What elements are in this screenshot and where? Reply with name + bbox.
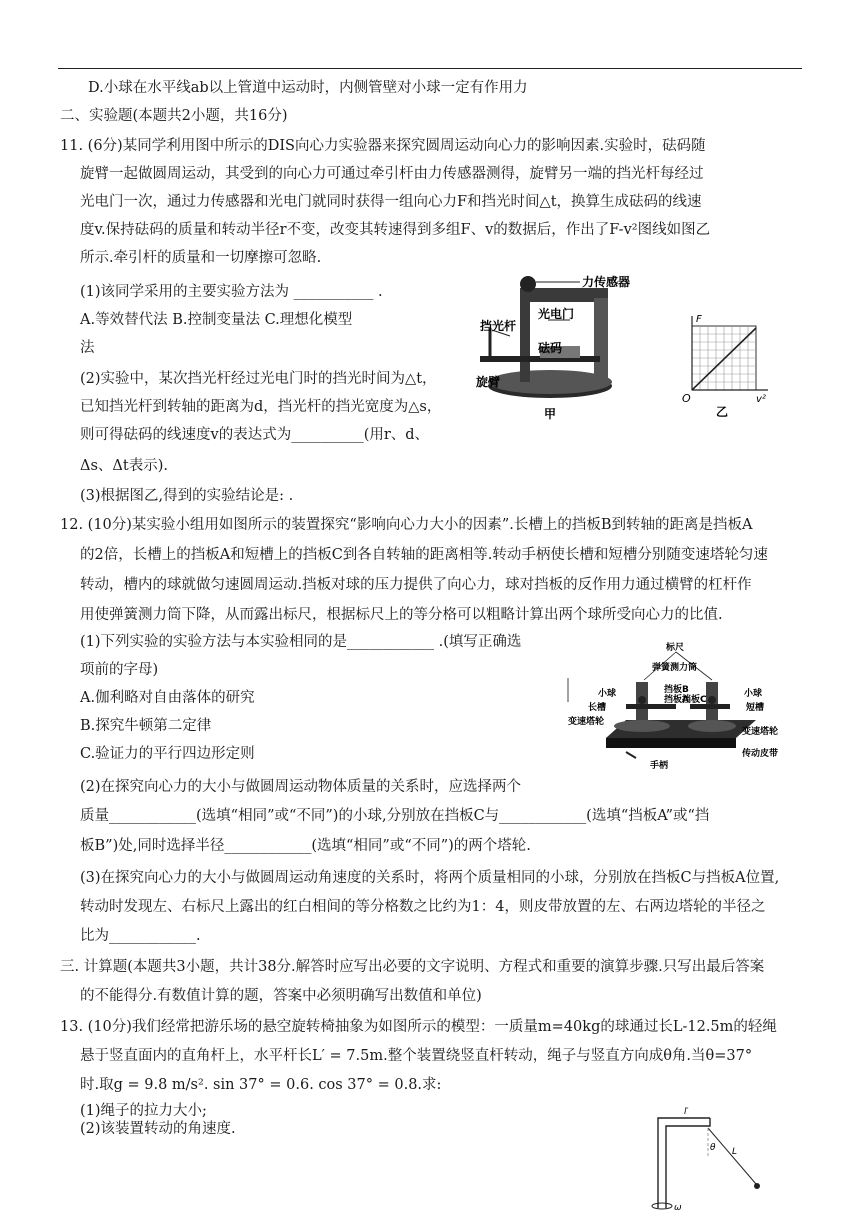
label-long-groove: 长槽 [588, 703, 607, 713]
l-rod-inner [666, 1118, 710, 1208]
label-plate-a: 挡板A [664, 695, 689, 705]
q12-line-3: 转动，槽内的球就做匀速圆周运动.挡板对球的压力提供了向心力，球对挡板的反作用力通过横臂的杠杆作 [80, 577, 752, 593]
ball-left [638, 696, 646, 704]
section-3-heading-2: 的不能得分.有数值计算的题，答案中必须明确写出数值和单位) [80, 988, 482, 1004]
q12-sub-3a: (3)在探究向心力的大小与做圆周运动角速度的关系时，将两个质量相同的小球，分别放在挡板C与挡板A位置, [80, 870, 780, 886]
q13-sub-1: (1)绳子的拉力大小; [80, 1103, 207, 1119]
q12-sub-1b: 项前的字母) [80, 662, 159, 678]
label-weight: 砝码 [538, 341, 563, 355]
option-d-line: D.小球在水平线ab以上管道中运动时，内侧管壁对小球一定有作用力 [88, 80, 528, 96]
q12-line-4: 用使弹簧测力筒下降，从而露出标尺，根据标尺上的等分格可以粗略计算出两个球所受向心力的比值. [80, 607, 723, 623]
header-rule [58, 68, 802, 69]
label-yi: 乙 [716, 405, 729, 419]
q12-option-c: C.验证力的平行四边形定则 [80, 746, 255, 762]
q11-sub-2d: Δs、Δt表示). [80, 458, 168, 474]
q12-sub-1a: (1)下列实验的实验方法与本实验相同的是____________ .(填写正确选 [80, 634, 522, 650]
label-ball-right: 小球 [744, 689, 763, 699]
q11-options: A.等效替代法 B.控制变量法 C.理想化模型 [80, 312, 353, 328]
q12-line-2: 的2倍，长槽上的挡板A和短槽上的挡板C到各自转轴的距离相等.转动手柄使长槽和短槽分别随变速塔轮匀速 [80, 547, 768, 563]
figure-dis-apparatus [470, 268, 770, 428]
q11-line-3: 光电门一次，通过力传感器和光电门就同时获得一组向心力F和挡光时间△t，换算生成砝码的线速 [80, 194, 702, 210]
label-pulley-right: 变速塔轮 [742, 727, 779, 737]
label-jia: 甲 [544, 407, 557, 421]
q13-line-2: 悬于竖直面内的直角杆上，水平杆长L′ = 7.5m.整个装置绕竖直杆转动，绳子与竖直方向成θ角.当θ=37° [80, 1048, 753, 1064]
q11-line-1: 11. (6分)某同学利用图中所示的DIS向心力实验器来探究圆周运动向心力的影响因素.实验时，砝码随 [60, 138, 706, 154]
label-force-sensor: 力传感器 [582, 275, 631, 289]
q12-option-a: A.伽利略对自由落体的研究 [80, 690, 255, 706]
q13-sub-2: (2)该装置转动的角速度. [80, 1121, 236, 1137]
base-front [606, 738, 736, 748]
label-l-prime: l′ [684, 1107, 689, 1117]
left-pulley [614, 720, 670, 732]
section-3-heading: 三. 计算题(本题共3小题，共计38分.解答时应写出必要的文字说明、方程式和重要的演算步骤.只写出最后答案 [60, 959, 765, 975]
q11-line-5: 所示.牵引杆的质量和一切摩擦可忽略. [80, 250, 322, 266]
q11-sub-3: (3)根据图乙,得到的实验结论是: . [80, 488, 294, 504]
q11-sub-2a: (2)实验中，某次挡光杆经过光电门时的挡光时间为△t， [80, 371, 437, 387]
q12-sub-2a: (2)在探究向心力的大小与做圆周运动物体质量的关系时，应选择两个 [80, 779, 522, 795]
label-light-rod: 挡光杆 [480, 319, 517, 333]
label-crank: 手柄 [650, 761, 669, 771]
label-omega: ω [674, 1203, 682, 1212]
q12-sub-2c: 板B”)处,同时选择半径____________(选填“相同”或“不同”)的两个塔轮. [80, 838, 531, 854]
frame-right [594, 298, 608, 378]
label-theta: θ [710, 1143, 716, 1153]
q13-line-3: 时.取g = 9.8 m/s². sin 37° = 0.6. cos 37° = 0.8.求: [80, 1077, 442, 1093]
ball-right [708, 696, 716, 704]
q12-sub-2b: 质量____________(选填“相同”或“不同”)的小球,分别放在挡板C与____________(选填“挡板A”或“挡 [80, 808, 710, 824]
q11-sub-2c: 则可得砝码的线速度v的表达式为__________(用r、d、 [80, 427, 430, 443]
q11-sub-1: (1)该同学采用的主要实验方法为 ___________ . [80, 284, 383, 300]
axis-label-f: F [696, 314, 702, 325]
fv2-graph [682, 314, 768, 419]
label-short-groove: 短槽 [746, 703, 765, 713]
label-ball-left: 小球 [598, 689, 617, 699]
q13-line-1: 13. (10分)我们经常把游乐场的悬空旋转椅抽象为如图所示的模型：一质量m=40kg的球通过长L-12.5m的轻绳 [60, 1019, 777, 1035]
label-photogate: 光电门 [538, 307, 575, 321]
label-l: L [732, 1147, 738, 1157]
right-pulley [688, 720, 736, 732]
label-plate-c: 挡板C [682, 695, 707, 705]
q12-sub-3b: 转动时发现左、右标尺上露出的红白相间的等分格数之比约为1：4，则皮带放置的左、右两边塔轮的半径之 [80, 899, 766, 915]
label-plate-b: 挡板B [664, 685, 689, 695]
crank [626, 752, 636, 758]
label-arm: 旋臂 [476, 375, 501, 389]
label-belt: 传动皮带 [742, 749, 779, 759]
figure-centripetal-apparatus [566, 640, 796, 772]
label-spring-tube: 弹簧测力筒 [652, 663, 698, 673]
origin-label: O [682, 392, 691, 405]
q11-options-wrap: 法 [80, 340, 95, 356]
rotation-arrow [652, 1203, 672, 1209]
q12-line-1: 12. (10分)某实验小组用如图所示的装置探究“影响向心力大小的因素”.长槽上的挡板B到转轴的距离是挡板A [60, 517, 753, 533]
frame-post [520, 290, 530, 382]
label-pulley-left: 变速塔轮 [568, 717, 605, 727]
q12-option-b: B.探究牛顿第二定律 [80, 718, 212, 734]
force-sensor [520, 276, 536, 292]
axis-label-v2: v² [756, 394, 766, 405]
label-scale: 标尺 [666, 643, 685, 653]
q11-sub-2b: 已知挡光杆到转轴的距离为d，挡光杆的挡光宽度为△s， [80, 399, 442, 415]
ball [754, 1183, 760, 1189]
q12-sub-3c: 比为____________. [80, 928, 201, 944]
q11-line-4: 度v.保持砝码的质量和转动半径r不变，改变其转速得到多组F、v的数据后，作出了F-v²图线如图乙 [80, 222, 711, 238]
section-2-heading: 二、实验题(本题共2小题，共16分) [60, 108, 288, 124]
base-disc-top [488, 370, 612, 394]
q11-line-2: 旋臂一起做圆周运动，其受到的向心力可通过牵引杆由力传感器测得，旋臂另一端的挡光杆每经过 [80, 166, 704, 182]
figure-swing-model [640, 1098, 770, 1212]
